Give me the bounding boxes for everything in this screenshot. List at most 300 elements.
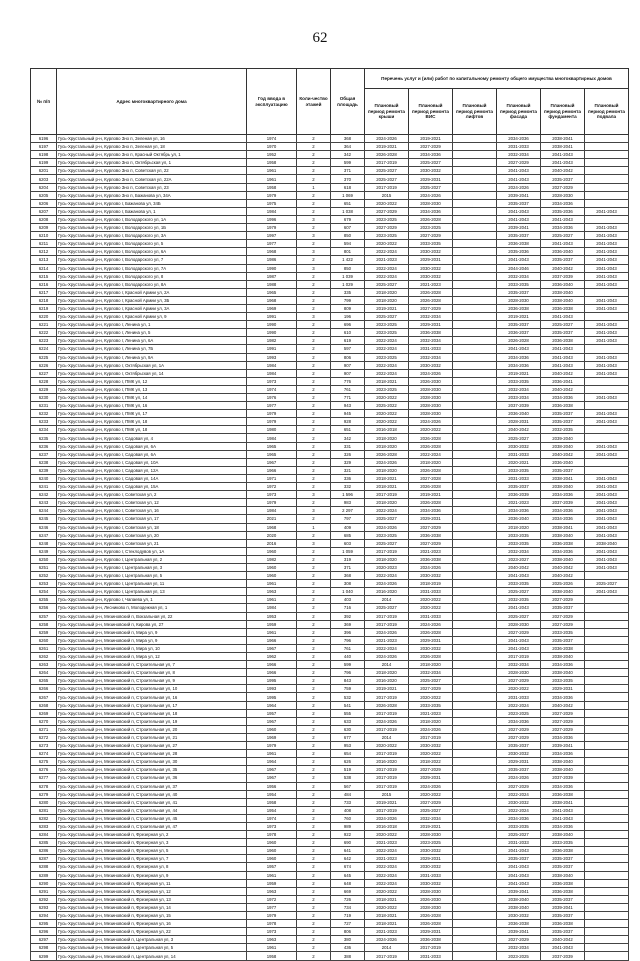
cell-vis: 2028-2030 bbox=[409, 199, 453, 207]
cell-address: Гусь-Хрустальный р-н, Курлово г, ПМК ул, 12 bbox=[57, 377, 247, 385]
cell-num: 6217 bbox=[31, 288, 57, 296]
cell-year: 1984 bbox=[247, 434, 297, 442]
cell-year: 1961 bbox=[247, 596, 297, 604]
cell-year: 1984 bbox=[247, 507, 297, 515]
cell-area: 403 bbox=[331, 596, 365, 604]
cell-num: 6224 bbox=[31, 345, 57, 353]
cell-address: Гусь-Хрустальный р-н, Курлово г, Октябрьская ул, 1А bbox=[57, 361, 247, 369]
cell-area: 922 bbox=[331, 831, 365, 839]
cell-roof: 2018-2020 bbox=[365, 434, 409, 442]
cell-facade: 2031-2033 bbox=[497, 143, 541, 151]
cell-num: 6258 bbox=[31, 620, 57, 628]
cell-vis: 2017-2019 bbox=[409, 944, 453, 952]
cell-roof: 2018-2021 bbox=[365, 483, 409, 491]
table-row bbox=[31, 644, 629, 652]
cell-roof: 2026-2028 bbox=[365, 450, 409, 458]
cell-floors: 2 bbox=[297, 167, 331, 175]
cell-year: 1993 bbox=[247, 685, 297, 693]
cell-basement bbox=[585, 701, 629, 709]
cell-foundation: 2027-2029 bbox=[541, 717, 585, 725]
cell-basement bbox=[585, 377, 629, 385]
cell-num: 6257 bbox=[31, 612, 57, 620]
table-row bbox=[31, 928, 629, 936]
table-row bbox=[31, 272, 629, 280]
cell-floors: 2 bbox=[297, 402, 331, 410]
cell-foundation: 2034-2036 bbox=[541, 491, 585, 499]
cell-foundation: 2034-2036 bbox=[541, 507, 585, 515]
cell-year: 1972 bbox=[247, 483, 297, 491]
cell-year: 1960 bbox=[247, 725, 297, 733]
cell-roof: 2020-2022 bbox=[365, 240, 409, 248]
cell-vis: 2028-2030 bbox=[409, 887, 453, 895]
cell-basement: 2041-2043 bbox=[585, 547, 629, 555]
cell-vis: 2019-2021 bbox=[409, 822, 453, 830]
cell-floors: 2 bbox=[297, 758, 331, 766]
cell-foundation: 2035-2037 bbox=[541, 636, 585, 644]
cell-num: 6281 bbox=[31, 806, 57, 814]
cell-lift bbox=[453, 450, 497, 458]
table-row bbox=[31, 394, 629, 402]
cell-floors: 2 bbox=[297, 653, 331, 661]
cell-lift bbox=[453, 952, 497, 960]
cell-roof: 2022-2024 bbox=[365, 337, 409, 345]
table-row bbox=[31, 385, 629, 393]
cell-facade: 2035-2037 bbox=[497, 766, 541, 774]
cell-foundation: 2035-2037 bbox=[541, 855, 585, 863]
cell-address: Гусь-Хрустальный р-н, Мезиновский п, Строительная ул, 18 bbox=[57, 709, 247, 717]
cell-floors: 2 bbox=[297, 224, 331, 232]
header-roof: Плановый период ремонта крыши bbox=[365, 89, 409, 135]
cell-num: 6205 bbox=[31, 191, 57, 199]
cell-vis: 2029-2031 bbox=[409, 774, 453, 782]
cell-foundation: 2040-2042 bbox=[541, 450, 585, 458]
cell-floors: 2 bbox=[297, 207, 331, 215]
cell-foundation: 2040-2042 bbox=[541, 572, 585, 580]
cell-facade: 2033-2035 bbox=[497, 822, 541, 830]
cell-roof: 2024-2026 bbox=[365, 135, 409, 143]
cell-basement bbox=[585, 847, 629, 855]
cell-foundation: 2036-2038 bbox=[541, 879, 585, 887]
cell-address: Гусь-Хрустальный р-н, Курлово г, Володарского ул, 1А bbox=[57, 215, 247, 223]
housing-repair-table bbox=[30, 68, 629, 961]
table-row bbox=[31, 912, 629, 920]
cell-foundation: 2038-2040 bbox=[541, 871, 585, 879]
cell-floors: 2 bbox=[297, 555, 331, 563]
cell-basement bbox=[585, 839, 629, 847]
cell-vis: 2026-2028 bbox=[409, 296, 453, 304]
cell-floors: 1 bbox=[297, 523, 331, 531]
cell-year: 1964 bbox=[247, 758, 297, 766]
cell-year: 1967 bbox=[247, 774, 297, 782]
cell-basement: 2041-2043 bbox=[585, 224, 629, 232]
cell-roof: 2017-2019 bbox=[365, 547, 409, 555]
cell-area: 342 bbox=[331, 434, 365, 442]
cell-lift bbox=[453, 620, 497, 628]
table-row bbox=[31, 264, 629, 272]
cell-lift bbox=[453, 580, 497, 588]
cell-vis: 2017-2019 bbox=[409, 733, 453, 741]
cell-roof: 2017-2019 bbox=[365, 750, 409, 758]
cell-basement bbox=[585, 912, 629, 920]
cell-roof: 2018-2021 bbox=[365, 895, 409, 903]
table-row bbox=[31, 750, 629, 758]
cell-roof: 2022-2024 bbox=[365, 847, 409, 855]
cell-roof: 2015 bbox=[365, 790, 409, 798]
cell-roof: 2018-2020 bbox=[365, 442, 409, 450]
cell-facade: 2036-2040 bbox=[497, 515, 541, 523]
cell-lift bbox=[453, 855, 497, 863]
cell-num: 6267 bbox=[31, 693, 57, 701]
cell-vis: 2025-2027 bbox=[409, 159, 453, 167]
cell-facade: 2035-2037 bbox=[497, 288, 541, 296]
cell-floors: 2 bbox=[297, 296, 331, 304]
cell-lift bbox=[453, 232, 497, 240]
cell-basement bbox=[585, 798, 629, 806]
cell-floors: 2 bbox=[297, 701, 331, 709]
cell-year: 1958 bbox=[247, 183, 297, 191]
cell-vis: 2027-2029 bbox=[409, 143, 453, 151]
cell-year: 2021 bbox=[247, 515, 297, 523]
cell-foundation: 2041-2043 bbox=[541, 159, 585, 167]
cell-facade: 2032-2034 bbox=[497, 151, 541, 159]
table-row bbox=[31, 709, 629, 717]
cell-roof: 2021-2023 bbox=[365, 839, 409, 847]
cell-lift bbox=[453, 653, 497, 661]
table-row bbox=[31, 207, 629, 215]
cell-facade: 2039-2041 bbox=[497, 224, 541, 232]
cell-basement bbox=[585, 758, 629, 766]
cell-floors: 2 bbox=[297, 280, 331, 288]
cell-floors: 2 bbox=[297, 774, 331, 782]
cell-num: 6279 bbox=[31, 790, 57, 798]
cell-foundation: 2038-2040 bbox=[541, 531, 585, 539]
cell-vis: 2028-2030 bbox=[409, 831, 453, 839]
cell-area: 799 bbox=[331, 296, 365, 304]
cell-year: 1961 bbox=[247, 944, 297, 952]
cell-num: 6214 bbox=[31, 264, 57, 272]
cell-address: Гусь-Хрустальный р-н, Курлово г, Ленина ул, 7Б bbox=[57, 345, 247, 353]
cell-roof: 2020-2023 bbox=[365, 563, 409, 571]
cell-area: 983 bbox=[331, 499, 365, 507]
cell-facade: 2036-2040 bbox=[497, 410, 541, 418]
cell-roof: 2025-2027 bbox=[365, 280, 409, 288]
cell-address: Гусь-Хрустальный р-н, Мезиновский п, Фрезерная ул, 12 bbox=[57, 887, 247, 895]
cell-num: 6253 bbox=[31, 580, 57, 588]
table-row bbox=[31, 474, 629, 482]
cell-address: Гусь-Хрустальный р-н, Мезиновский п, Строительная ул, 41 bbox=[57, 798, 247, 806]
table-row bbox=[31, 135, 629, 143]
cell-roof: 2020-2022 bbox=[365, 742, 409, 750]
cell-facade: 2034-2036 bbox=[497, 361, 541, 369]
cell-year: 1957 bbox=[247, 863, 297, 871]
cell-year: 1954 bbox=[247, 806, 297, 814]
cell-area: 538 bbox=[331, 774, 365, 782]
cell-lift bbox=[453, 944, 497, 952]
cell-area: 380 bbox=[331, 936, 365, 944]
cell-num: 6255 bbox=[31, 596, 57, 604]
cell-lift bbox=[453, 677, 497, 685]
cell-floors: 2 bbox=[297, 572, 331, 580]
cell-address: Гусь-Хрустальный р-н, Курлово г, Садовая ул, 4 bbox=[57, 434, 247, 442]
cell-year: 1969 bbox=[247, 733, 297, 741]
cell-area: 645 bbox=[331, 871, 365, 879]
cell-num: 6285 bbox=[31, 839, 57, 847]
cell-year: 1979 bbox=[247, 742, 297, 750]
cell-address: Гусь-Хрустальный р-н, Мезиновский п, Строительная ул, 16 bbox=[57, 693, 247, 701]
cell-lift bbox=[453, 596, 497, 604]
cell-lift bbox=[453, 895, 497, 903]
cell-area: 308 bbox=[331, 580, 365, 588]
cell-basement bbox=[585, 774, 629, 782]
cell-lift bbox=[453, 604, 497, 612]
cell-roof: 2026-2028 bbox=[365, 151, 409, 159]
cell-area: 989 bbox=[331, 822, 365, 830]
cell-area: 669 bbox=[331, 887, 365, 895]
cell-facade: 2034-2036 bbox=[497, 353, 541, 361]
table-row bbox=[31, 256, 629, 264]
cell-basement bbox=[585, 920, 629, 928]
cell-area: 806 bbox=[331, 928, 365, 936]
cell-facade: 2035-2036 bbox=[497, 248, 541, 256]
cell-lift bbox=[453, 758, 497, 766]
table-row bbox=[31, 151, 629, 159]
table-header bbox=[31, 69, 629, 135]
cell-num: 6295 bbox=[31, 920, 57, 928]
cell-floors: 3 bbox=[297, 539, 331, 547]
cell-num: 6294 bbox=[31, 912, 57, 920]
cell-roof: 2016-2020 bbox=[365, 677, 409, 685]
table-row bbox=[31, 871, 629, 879]
cell-facade: 2039-2041 bbox=[497, 191, 541, 199]
table-row bbox=[31, 758, 629, 766]
cell-facade: 2025-2027 bbox=[497, 831, 541, 839]
cell-foundation: 2038-2040 bbox=[541, 669, 585, 677]
cell-basement bbox=[585, 693, 629, 701]
table-row bbox=[31, 515, 629, 523]
cell-facade: 2036-2037 bbox=[497, 329, 541, 337]
cell-foundation: 2036-2038 bbox=[541, 402, 585, 410]
cell-floors: 2 bbox=[297, 434, 331, 442]
cell-area: 1 040 bbox=[331, 588, 365, 596]
table-row bbox=[31, 450, 629, 458]
cell-year: 1952 bbox=[247, 151, 297, 159]
cell-address: Гусь-Хрустальный р-н, Курлово г, Володарского ул, 7А bbox=[57, 264, 247, 272]
cell-floors: 2 bbox=[297, 725, 331, 733]
cell-foundation: 2028-2030 bbox=[541, 191, 585, 199]
cell-lift bbox=[453, 661, 497, 669]
cell-roof: 2014 bbox=[365, 596, 409, 604]
cell-num: 6232 bbox=[31, 410, 57, 418]
cell-roof: 2018-2020 bbox=[365, 296, 409, 304]
cell-roof: 2017-2019 bbox=[365, 766, 409, 774]
cell-area: 1 038 bbox=[331, 207, 365, 215]
cell-num: 6208 bbox=[31, 215, 57, 223]
cell-year: 1958 bbox=[247, 798, 297, 806]
cell-facade: 2039-2041 bbox=[497, 928, 541, 936]
table-row bbox=[31, 580, 629, 588]
cell-num: 6269 bbox=[31, 709, 57, 717]
cell-year: 1969 bbox=[247, 304, 297, 312]
table-row bbox=[31, 831, 629, 839]
cell-floors: 2 bbox=[297, 814, 331, 822]
table-row bbox=[31, 458, 629, 466]
cell-area: 364 bbox=[331, 143, 365, 151]
cell-basement bbox=[585, 750, 629, 758]
cell-vis: 2021-2023 bbox=[409, 547, 453, 555]
cell-roof: 2017-2019 bbox=[365, 491, 409, 499]
cell-address: Гусь-Хрустальный р-н, Курлово г, Красной Армии ул, 9 bbox=[57, 313, 247, 321]
cell-facade: 2041-2043 bbox=[497, 167, 541, 175]
cell-foundation: 2033-2035 bbox=[541, 628, 585, 636]
cell-vis: 2029-2031 bbox=[409, 175, 453, 183]
cell-vis: 2024-2026 bbox=[409, 418, 453, 426]
cell-lift bbox=[453, 887, 497, 895]
cell-facade: 2041-2043 bbox=[497, 879, 541, 887]
cell-roof: 2018-2021 bbox=[365, 474, 409, 482]
cell-floors: 2 bbox=[297, 790, 331, 798]
table-row bbox=[31, 839, 629, 847]
cell-num: 6289 bbox=[31, 871, 57, 879]
table-row bbox=[31, 191, 629, 199]
cell-vis: 2026-2028 bbox=[409, 466, 453, 474]
cell-foundation: 2040-2042 bbox=[541, 936, 585, 944]
cell-foundation: 2035-2036 bbox=[541, 207, 585, 215]
cell-floors: 2 bbox=[297, 822, 331, 830]
cell-vis: 2027-2029 bbox=[409, 685, 453, 693]
cell-vis: 2029-2031 bbox=[409, 256, 453, 264]
table-row bbox=[31, 199, 629, 207]
cell-area: 761 bbox=[331, 644, 365, 652]
table-row bbox=[31, 936, 629, 944]
cell-year: 1961 bbox=[247, 628, 297, 636]
cell-area: 332 bbox=[331, 483, 365, 491]
cell-facade: 2033-2035 bbox=[497, 531, 541, 539]
cell-num: 6241 bbox=[31, 483, 57, 491]
cell-floors: 3 bbox=[297, 491, 331, 499]
cell-lift bbox=[453, 636, 497, 644]
cell-year: 1965 bbox=[247, 288, 297, 296]
cell-basement bbox=[585, 458, 629, 466]
cell-basement bbox=[585, 143, 629, 151]
cell-num: 6198 bbox=[31, 151, 57, 159]
cell-num: 6213 bbox=[31, 256, 57, 264]
cell-vis: 2034-2036 bbox=[409, 507, 453, 515]
cell-lift bbox=[453, 879, 497, 887]
cell-address: Гусь-Хрустальный р-н, Мезиновский п, Фрезерная ул, 3 bbox=[57, 839, 247, 847]
cell-roof: 2025-2022 bbox=[365, 402, 409, 410]
cell-basement bbox=[585, 725, 629, 733]
cell-lift bbox=[453, 701, 497, 709]
table-row bbox=[31, 507, 629, 515]
cell-roof: 2017-2019 bbox=[365, 612, 409, 620]
cell-basement bbox=[585, 434, 629, 442]
cell-lift bbox=[453, 936, 497, 944]
cell-year: 1968 bbox=[247, 296, 297, 304]
header-basement: Плановый период ремонта подвала bbox=[585, 89, 629, 135]
cell-lift bbox=[453, 256, 497, 264]
cell-foundation: 2034-2036 bbox=[541, 782, 585, 790]
table-row bbox=[31, 345, 629, 353]
cell-foundation: 2034-2036 bbox=[541, 547, 585, 555]
cell-address: Гусь-Хрустальный р-н, Курлово г, ПМК ул, 18 bbox=[57, 418, 247, 426]
cell-floors: 2 bbox=[297, 426, 331, 434]
cell-area: 733 bbox=[331, 798, 365, 806]
cell-basement bbox=[585, 345, 629, 353]
cell-num: 6226 bbox=[31, 361, 57, 369]
cell-lift bbox=[453, 912, 497, 920]
cell-vis: 2033-2035 bbox=[409, 701, 453, 709]
cell-address: Гусь-Хрустальный р-н, Мезиновский п, Строительная ул, 37 bbox=[57, 782, 247, 790]
cell-vis: 2034-2036 bbox=[409, 207, 453, 215]
cell-lift bbox=[453, 296, 497, 304]
cell-foundation: 2041-2043 bbox=[541, 353, 585, 361]
cell-year: 1971 bbox=[247, 474, 297, 482]
cell-facade: 2027-2029 bbox=[497, 782, 541, 790]
cell-roof: 2014 bbox=[365, 661, 409, 669]
cell-address: Гусь-Хрустальный р-н, Мезиновский п, Строительная ул, 30 bbox=[57, 758, 247, 766]
cell-num: 6240 bbox=[31, 474, 57, 482]
cell-lift bbox=[453, 782, 497, 790]
table-row bbox=[31, 402, 629, 410]
cell-address: Гусь-Хрустальный р-н, Мезиновский п, Фрезерная ул, 7 bbox=[57, 855, 247, 863]
cell-foundation: 2034-2036 bbox=[541, 733, 585, 741]
cell-area: 196 bbox=[331, 313, 365, 321]
cell-foundation: 2033-2035 bbox=[541, 839, 585, 847]
cell-num: 6228 bbox=[31, 377, 57, 385]
cell-lift bbox=[453, 353, 497, 361]
cell-lift bbox=[453, 248, 497, 256]
cell-lift bbox=[453, 410, 497, 418]
table-row bbox=[31, 240, 629, 248]
cell-area: 336 bbox=[331, 474, 365, 482]
cell-lift bbox=[453, 458, 497, 466]
cell-roof: 2020-2022 bbox=[365, 831, 409, 839]
cell-vis: 2029-2031 bbox=[409, 928, 453, 936]
cell-area: 760 bbox=[331, 814, 365, 822]
cell-basement: 2041-2043 bbox=[585, 280, 629, 288]
cell-area: 806 bbox=[331, 353, 365, 361]
cell-lift bbox=[453, 369, 497, 377]
cell-basement bbox=[585, 669, 629, 677]
table-row bbox=[31, 685, 629, 693]
table-row bbox=[31, 491, 629, 499]
cell-basement bbox=[585, 733, 629, 741]
cell-address: Гусь-Хрустальный р-н, Мезиновский п, Строительная ул, 17 bbox=[57, 701, 247, 709]
cell-facade: 2035-2037 bbox=[497, 232, 541, 240]
cell-vis: 2025-2027 bbox=[409, 806, 453, 814]
cell-facade: 2027-2029 bbox=[497, 725, 541, 733]
cell-roof: 2017-2019 bbox=[365, 693, 409, 701]
cell-facade: 2037-2039 bbox=[497, 402, 541, 410]
cell-num: 6268 bbox=[31, 701, 57, 709]
cell-vis: 2032-2034 bbox=[409, 353, 453, 361]
cell-num: 6230 bbox=[31, 394, 57, 402]
cell-num: 6246 bbox=[31, 523, 57, 531]
cell-lift bbox=[453, 426, 497, 434]
cell-facade: 2038-2040 bbox=[497, 903, 541, 911]
cell-num: 6251 bbox=[31, 563, 57, 571]
cell-facade: 2033-2035 bbox=[497, 466, 541, 474]
cell-area: 396 bbox=[331, 628, 365, 636]
cell-lift bbox=[453, 224, 497, 232]
cell-area: 953 bbox=[331, 742, 365, 750]
cell-vis: 2026-2028 bbox=[409, 912, 453, 920]
cell-lift bbox=[453, 814, 497, 822]
table-row bbox=[31, 725, 629, 733]
cell-vis: 2026-2028 bbox=[409, 653, 453, 661]
cell-facade: 2028-2031 bbox=[497, 418, 541, 426]
cell-vis: 2018-2019 bbox=[409, 580, 453, 588]
